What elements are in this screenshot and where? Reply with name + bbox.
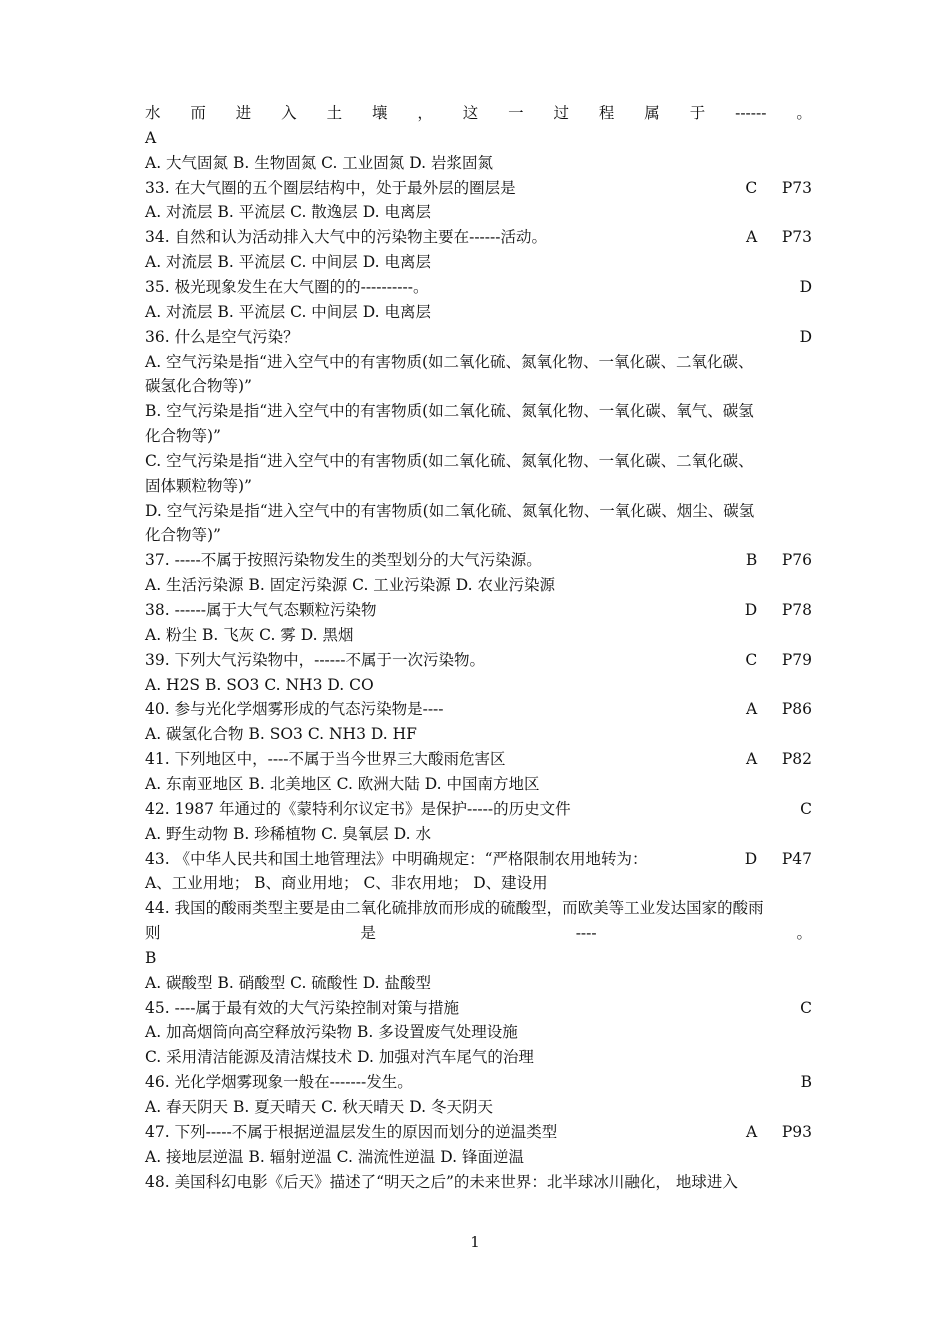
text-line xyxy=(145,176,812,200)
answer-key: C xyxy=(800,799,812,818)
line-text: A、工业用地； B、商业用地； C、非农用地； D、建设用 xyxy=(145,874,548,893)
text-line xyxy=(145,747,812,771)
spread-word: 入 xyxy=(281,104,297,122)
line-text: 39. 下列大气污染物中，------不属于一次污染物。 xyxy=(145,650,486,669)
text-line xyxy=(145,449,812,473)
line-text: A. 对流层 B. 平流层 C. 散逸层 D. 电离层 xyxy=(145,203,431,222)
answer-key: D P47 xyxy=(744,849,812,868)
text-line xyxy=(145,474,812,498)
spread-word: 则 xyxy=(145,924,161,943)
line-text: A. 东南亚地区 B. 北美地区 C. 欧洲大陆 D. 中国南方地区 xyxy=(145,774,540,793)
text-line xyxy=(145,996,812,1020)
line-text: B. 空气污染是指“进入空气中的有害物质(如二氧化硫、氮氧化物、一氧化碳、氧气、碳氢 xyxy=(145,402,754,421)
answer-key: B P76 xyxy=(745,551,812,570)
text-line xyxy=(145,648,812,672)
answer-key: C xyxy=(800,998,812,1017)
text-line xyxy=(145,1170,812,1194)
spread-word: 过 xyxy=(553,104,570,122)
line-text: B xyxy=(145,948,157,967)
spread-word: ， xyxy=(417,104,433,122)
line-text: 45. ----属于最有效的大气污染控制对策与措施 xyxy=(145,998,460,1017)
line-text: 38. ------属于大气气态颗粒污染物 xyxy=(145,601,377,619)
text-line xyxy=(145,673,812,697)
spread-word: 是 xyxy=(360,924,376,943)
answer-key: A P86 xyxy=(746,700,812,719)
answer-key: D P78 xyxy=(744,601,812,619)
line-text: 44. 我国的酸雨类型主要是由二氧化硫排放而形成的硫酸型，而欧美等工业发达国家的酸雨 xyxy=(145,899,764,918)
spread-word: ------ xyxy=(735,104,767,122)
text-line xyxy=(145,772,812,796)
answer-key: A P73 xyxy=(746,228,812,247)
text-line xyxy=(145,126,812,150)
line-text: 37. -----不属于按照污染物发生的类型划分的大气污染源。 xyxy=(145,551,542,570)
text-line xyxy=(145,350,812,374)
text-line xyxy=(145,101,812,125)
text-line xyxy=(145,871,812,895)
text-line xyxy=(145,946,812,970)
text-line xyxy=(145,225,812,249)
line-text: 42. 1987 年通过的《蒙特利尔议定书》是保护-----的历史文件 xyxy=(145,799,571,818)
text-line xyxy=(145,548,812,572)
text-line xyxy=(145,300,812,324)
answer-key: C P79 xyxy=(745,650,812,669)
text-line xyxy=(145,573,812,597)
line-text: A. 粉尘 B. 飞灰 C. 雾 D. 黑烟 xyxy=(145,625,354,644)
line-text: A. 对流层 B. 平流层 C. 中间层 D. 电离层 xyxy=(145,253,431,272)
text-line xyxy=(145,523,812,547)
line-text: A. 接地层逆温 B. 辐射逆温 C. 湍流性逆温 D. 锋面逆温 xyxy=(145,1147,524,1166)
line-text: 35. 极光现象发生在大气圈的的----------。 xyxy=(145,277,429,296)
line-text: C. 空气污染是指“进入空气中的有害物质(如二氧化硫、氮氧化物、一氧化碳、二氧化碳、 xyxy=(145,451,754,470)
line-text: A xyxy=(145,128,157,147)
line-text: 固体颗粒物等)” xyxy=(145,476,252,495)
line-text: 47. 下列-----不属于根据逆温层发生的原因而划分的逆温类型 xyxy=(145,1122,558,1141)
line-text: A. H2S B. SO3 C. NH3 D. CO xyxy=(145,675,374,694)
line-text: A. 对流层 B. 平流层 C. 中间层 D. 电离层 xyxy=(145,302,431,321)
text-line xyxy=(145,697,812,721)
line-text: C. 采用清洁能源及清洁煤技术 D. 加强对汽车尾气的治理 xyxy=(145,1048,534,1067)
text-line xyxy=(145,250,812,274)
answer-key: A P93 xyxy=(746,1122,812,1141)
line-text: A. 碳氢化合物 B. SO3 C. NH3 D. HF xyxy=(145,725,417,744)
spread-word: 水 xyxy=(145,104,161,122)
line-text: A. 碳酸型 B. 硝酸型 C. 硫酸性 D. 盐酸型 xyxy=(145,973,431,992)
answer-key: C P73 xyxy=(745,178,812,197)
line-text: 碳氢化合物等)” xyxy=(145,377,252,396)
line-text: A. 生活污染源 B. 固定污染源 C. 工业污染源 D. 农业污染源 xyxy=(145,576,555,595)
spread-word: 壤 xyxy=(371,104,388,122)
text-line xyxy=(145,1070,812,1094)
text-line xyxy=(145,921,812,945)
text-line xyxy=(145,1045,812,1069)
line-text: 33. 在大气圈的五个圈层结构中，处于最外层的圈层是 xyxy=(145,178,516,197)
answer-key: D xyxy=(799,277,812,296)
text-line xyxy=(145,797,812,821)
line-text: 41. 下列地区中，----不属于当今世界三大酸雨危害区 xyxy=(145,750,506,769)
line-text: 40. 参与光化学烟雾形成的气态污染物是---- xyxy=(145,700,444,719)
text-line xyxy=(145,275,812,299)
text-line xyxy=(145,623,812,647)
text-line xyxy=(145,1020,812,1044)
line-text: A. 野生动物 B. 珍稀植物 C. 臭氧层 D. 水 xyxy=(145,824,431,843)
line-text: A. 大气固氮 B. 生物固氮 C. 工业固氮 D. 岩浆固氮 xyxy=(145,153,493,172)
spread-word: 一 xyxy=(508,104,524,122)
text-line xyxy=(145,200,812,224)
line-text: 化合物等)” xyxy=(145,427,221,446)
line-text: A. 加高烟筒向高空释放污染物 B. 多设置废气处理设施 xyxy=(145,1023,518,1042)
text-line xyxy=(145,325,812,349)
answer-key: A P82 xyxy=(746,750,812,769)
spread-word: 程 xyxy=(598,104,615,122)
text-line xyxy=(145,847,812,871)
text-line xyxy=(145,1120,812,1144)
line-text: 36. 什么是空气污染？ xyxy=(145,327,299,346)
text-line xyxy=(145,722,812,746)
text-line xyxy=(145,896,812,920)
spread-word: 于 xyxy=(689,104,706,122)
text-line xyxy=(145,598,812,622)
text-line xyxy=(145,971,812,995)
text-line xyxy=(145,374,812,398)
line-text: 34. 自然和认为活动排入大气中的污染物主要在------活动。 xyxy=(145,228,548,247)
text-line xyxy=(145,1145,812,1169)
answer-key: D xyxy=(799,327,812,346)
text-line xyxy=(145,822,812,846)
line-text: A. 空气污染是指“进入空气中的有害物质(如二氧化硫、氮氧化物、一氧化碳、二氧化碳、 xyxy=(145,352,754,371)
line-text: 化合物等)” xyxy=(145,526,221,545)
line-text: 46. 光化学烟雾现象一般在-------发生。 xyxy=(145,1073,413,1092)
text-line xyxy=(145,1095,812,1119)
spread-word: 进 xyxy=(235,104,252,122)
spread-word: 。 xyxy=(796,104,812,122)
spread-word: ---- xyxy=(575,924,597,943)
spread-word: 。 xyxy=(796,924,812,943)
page-number: 1 xyxy=(470,1233,480,1251)
text-line xyxy=(145,399,812,423)
text-line xyxy=(145,151,812,175)
text-line xyxy=(145,499,812,523)
line-text: D. 空气污染是指“进入空气中的有害物质(如二氧化硫、氮氧化物、一氧化碳、烟尘、碳氢 xyxy=(145,501,755,520)
answer-key: B xyxy=(800,1073,812,1092)
spread-word: 这 xyxy=(462,104,479,122)
spread-word: 属 xyxy=(644,104,660,122)
line-text: 43. 《中华人民共和国土地管理法》中明确规定：“严格限制农用地转为： xyxy=(145,849,648,868)
line-text: A. 春天阴天 B. 夏天晴天 C. 秋天晴天 D. 冬天阴天 xyxy=(145,1098,493,1116)
spread-word: 而 xyxy=(190,104,206,122)
spread-word: 土 xyxy=(326,104,343,122)
text-line xyxy=(145,424,812,448)
line-text: 48. 美国科幻电影《后天》描述了“明天之后”的未来世界：北半球冰川融化， 地球进入 xyxy=(145,1172,738,1191)
